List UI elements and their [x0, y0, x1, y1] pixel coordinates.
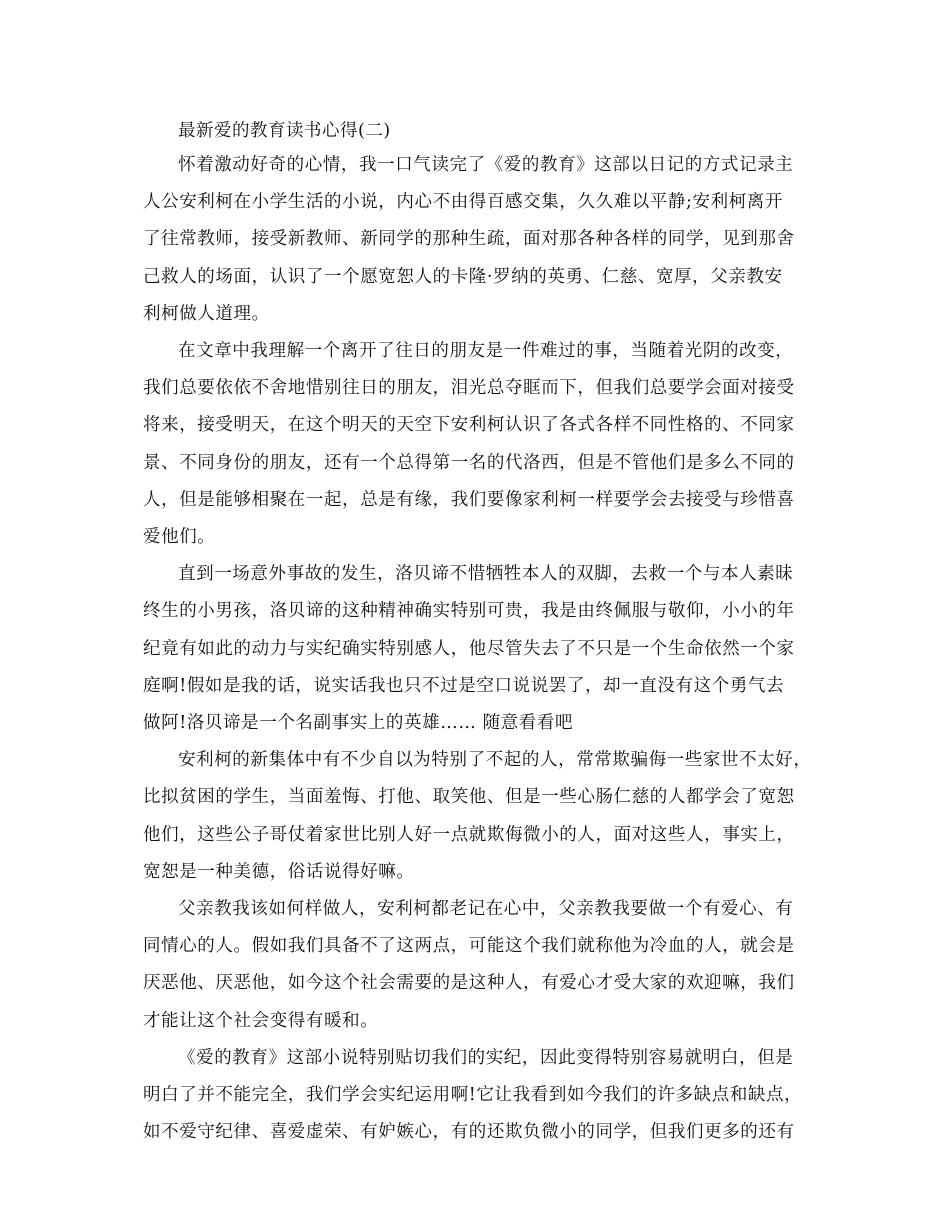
paragraph-line: 利柯做人道理。 [143, 303, 270, 324]
paragraph-line: 怀着激动好奇的心情，我一口气读完了《爱的教育》这部以日记的方式记录主 [178, 155, 794, 175]
paragraph-line: 同情心的人。假如我们具备不了这两点，可能这个我们就称他为冷血的人，就会是 [143, 936, 795, 957]
paragraph-line: 父亲教我该如何样做人，安利柯都老记在心中，父亲教我要做一个有爱心、有 [178, 899, 794, 919]
paragraph-line: 才能让这个社会变得有暖和。 [143, 1010, 379, 1031]
paragraph-line: 如不爱守纪律、喜爱虚荣、有妒嫉心，有的还欺负微小的同学，但我们更多的还有 [143, 1122, 795, 1143]
paragraph-line: 爱他们。 [143, 527, 216, 547]
paragraph-line: 纪竟有如此的动力与实纪确实特别感人，他尽管失去了不只是一个生命依然一个家 [143, 638, 795, 659]
paragraph-line: 做阿!洛贝谛是一个名副事实上的英雄…… 随意看看吧 [143, 713, 574, 733]
paragraph-line: 了往常教师，接受新教师、新同学的那种生疏，面对那各种各样的同学，见到那舍 [143, 229, 795, 250]
paragraph-line: 庭啊!假如是我的话，说实话我也只不过是空口说说罢了，却一直没有这个勇气去 [143, 675, 785, 696]
paragraph-line: 宽恕是一种美德，俗话说得好嘛。 [143, 861, 415, 882]
paragraph-line: 景、不同身份的朋友，还有一个总得第一名的代洛西，但是不管他们是多么不同的 [143, 452, 795, 473]
paragraph-line: 明白了并不能完全，我们学会实纪运用啊!它让我看到如今我们的许多缺点和缺点， [143, 1085, 803, 1105]
paragraph-line: 直到一场意外事故的发生，洛贝谛不惜牺牲本人的双脚，去救一个与本人素昧 [178, 564, 794, 585]
paragraph-line: 在文章中我理解一个离开了往日的朋友是一件难过的事，当随着光阴的改变， [178, 341, 794, 361]
paragraph-line: 他们，这些公子哥仗着家世比别人好一点就欺侮微小的人，面对这些人，事实上， [143, 824, 795, 845]
paragraph-line: 己救人的场面，认识了一个愿宽恕人的卡隆·罗纳的英勇、仁慈、宽厚，父亲教安 [143, 266, 783, 287]
paragraph-line: 人，但是能够相聚在一起，总是有缘，我们要像家利柯一样要学会去接受与珍惜喜 [143, 489, 795, 510]
paragraph-line: 终生的小男孩，洛贝谛的这种精神确实特别可贵，我是由终佩服与敬仰，小小的年 [143, 601, 795, 622]
paragraph-line: 厌恶他、厌恶他，如今这个社会需要的是这种人，有爱心才受大家的欢迎嘛，我们 [143, 973, 795, 994]
paragraph-line: 我们总要依依不舍地惜别往日的朋友，泪光总夺眶而下，但我们总要学会面对接受 [143, 378, 795, 399]
paragraph-line: 将来，接受明天，在这个明天的天空下安利柯认识了各式各样不同性格的、不同家 [143, 415, 795, 436]
paragraph-line: 比拟贫困的学生，当面羞悔、打他、取笑他、但是一些心肠仁慈的人都学会了宽恕 [143, 787, 795, 808]
paragraph-line: 人公安利柯在小学生活的小说，内心不由得百感交集，久久难以平静;安利柯离开 [143, 192, 783, 213]
paragraph-line: 《爱的教育》这部小说特别贴切我们的实纪，因此变得特别容易就明白，但是 [178, 1047, 794, 1068]
document-title: 最新爱的教育读书心得(二) [178, 121, 391, 141]
paragraph-line: 安利柯的新集体中有不少自以为特别了不起的人，常常欺骗侮一些家世不太好， [178, 750, 812, 771]
